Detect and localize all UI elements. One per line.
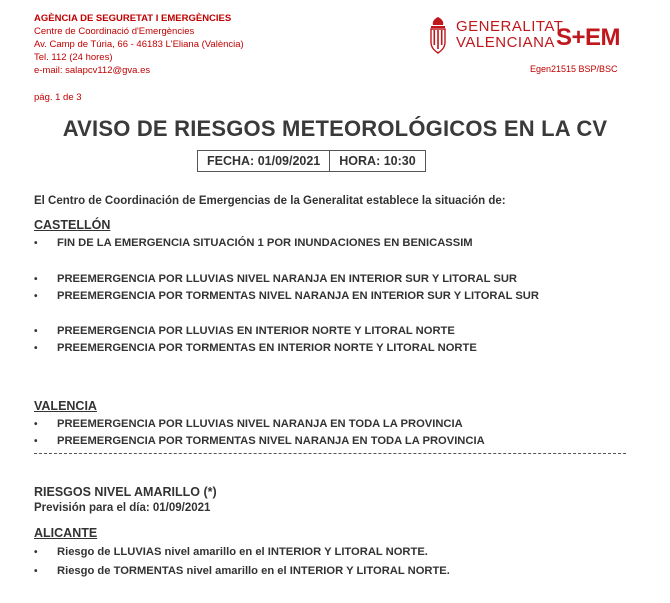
date-label: FECHA: 01/09/2021	[207, 154, 321, 168]
sem-logo: S+EM	[556, 24, 621, 51]
bullet-icon: •	[34, 326, 38, 337]
document-code: Egen21515 BSP/BSC	[530, 64, 618, 74]
forecast-date: Previsión para el día: 01/09/2021	[34, 502, 211, 514]
generalitat-logo	[428, 16, 563, 54]
intro-text: El Centro de Coordinación de Emergencias de la Generalitat establece la situación de:	[34, 195, 506, 207]
agency-name: AGÈNCIA DE SEGURETAT I EMERGÈNCIES	[34, 13, 232, 24]
page-number: pág. 1 de 3	[34, 92, 82, 103]
section-divider	[34, 453, 626, 454]
bullet-icon: •	[34, 238, 38, 249]
agency-email: e-mail: salapcv112@gva.es	[34, 65, 151, 76]
list-item: • Riesgo de LLUVIAS nivel amarillo en el INTERIOR Y LITORAL NORTE.	[34, 546, 428, 558]
bullet-icon: •	[34, 566, 38, 577]
logo-line-2: VALENCIANA	[456, 34, 555, 51]
bullet-icon: •	[34, 419, 38, 430]
bullet-icon: •	[34, 291, 38, 302]
section-castellon: CASTELLÓN	[34, 218, 111, 232]
bullet-icon: •	[34, 436, 38, 447]
page-title: AVISO DE RIESGOS METEOROLÓGICOS EN LA CV	[62, 116, 608, 141]
agency-centre: Centre de Coordinació d'Emergències	[34, 26, 195, 37]
list-item: • PREEMERGENCIA POR TORMENTAS NIVEL NARANJA EN INTERIOR SUR Y LITORAL SUR	[34, 290, 539, 302]
agency-header	[34, 12, 244, 77]
bullet-icon: •	[34, 274, 38, 285]
bullet-icon: •	[34, 547, 38, 558]
yellow-risks-heading: RIESGOS NIVEL AMARILLO (*)	[34, 485, 217, 499]
agency-address: Av. Camp de Túria, 66 - 46183 L'Eliana (València)	[34, 39, 244, 50]
list-item: • PREEMERGENCIA POR TORMENTAS NIVEL NARANJA EN TODA LA PROVINCIA	[34, 435, 485, 447]
agency-phone: Tel. 112 (24 hores)	[34, 52, 113, 63]
list-item: • PREEMERGENCIA POR LLUVIAS EN INTERIOR NORTE Y LITORAL NORTE	[34, 325, 455, 337]
list-item: • PREEMERGENCIA POR LLUVIAS NIVEL NARANJA EN INTERIOR SUR Y LITORAL SUR	[34, 273, 517, 285]
time-label: HORA: 10:30	[329, 151, 424, 171]
section-valencia: VALENCIA	[34, 399, 97, 413]
list-item: • Riesgo de TORMENTAS nivel amarillo en el INTERIOR Y LITORAL NORTE.	[34, 565, 450, 577]
logo-line-1: GENERALITAT	[456, 18, 564, 35]
list-item: • PREEMERGENCIA POR TORMENTAS EN INTERIOR NORTE Y LITORAL NORTE	[34, 342, 477, 354]
coat-of-arms-icon	[428, 16, 448, 54]
list-item: • PREEMERGENCIA POR LLUVIAS NIVEL NARANJA EN TODA LA PROVINCIA	[34, 418, 463, 430]
date-time-box	[197, 150, 426, 172]
list-item: • FIN DE LA EMERGENCIA SITUACIÓN 1 POR INUNDACIONES EN BENICASSIM	[34, 237, 473, 249]
bullet-icon: •	[34, 343, 38, 354]
section-alicante: ALICANTE	[34, 526, 98, 540]
